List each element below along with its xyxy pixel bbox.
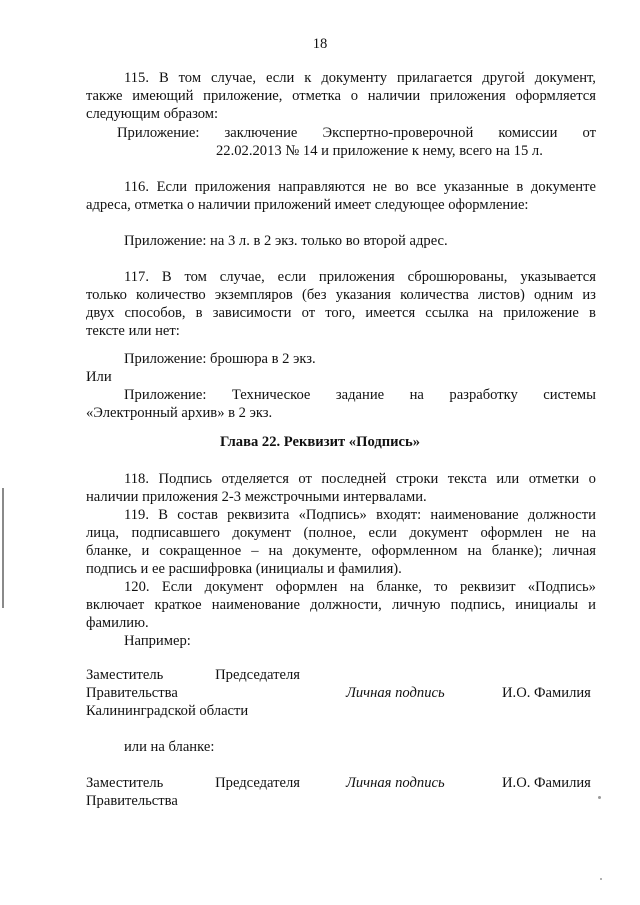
paragraph-120-line-2 <box>86 596 596 614</box>
word: экземпляров <box>214 287 293 303</box>
word: в <box>516 179 524 195</box>
word: или <box>496 471 520 487</box>
word: прилагается <box>396 70 473 86</box>
word: отметка <box>292 88 342 104</box>
word: документе, <box>292 543 362 559</box>
word: того, <box>325 305 356 321</box>
word: документ <box>204 579 264 595</box>
word: случае, <box>219 269 265 285</box>
word: только <box>86 287 127 303</box>
word: также <box>86 88 123 104</box>
word: заключение <box>224 125 298 141</box>
word: имеется <box>365 305 416 321</box>
word: другой <box>482 70 525 86</box>
word: если <box>368 525 397 541</box>
paragraph-119-line-3 <box>86 542 596 560</box>
paragraph-120-line-3: фамилию. <box>86 615 149 631</box>
word: подписавшего <box>131 525 220 541</box>
word: сброшюрованы, <box>407 269 508 285</box>
word: В <box>158 70 169 86</box>
word: краткое <box>154 597 202 613</box>
word: 117. <box>124 269 149 285</box>
word: способов, <box>124 305 186 321</box>
on-letterhead-label: или на бланке: <box>124 739 215 755</box>
word: том <box>178 70 202 86</box>
word: отметки <box>528 471 580 487</box>
word: документе <box>530 179 596 195</box>
word: документу <box>321 70 388 86</box>
word: на <box>409 387 424 403</box>
word: если <box>265 70 295 86</box>
page-number: 18 <box>312 36 328 52</box>
word: двух <box>86 305 115 321</box>
signature-2-personal-signature: Личная подпись <box>346 775 445 791</box>
word: указания <box>335 287 391 303</box>
word: документ, <box>534 70 596 86</box>
word: бланке, <box>86 543 132 559</box>
signature-1-position-line-3: Калининградской области <box>86 703 249 719</box>
word: указывается <box>520 269 596 285</box>
word: системы <box>543 387 596 403</box>
chapter-heading: Глава 22. Реквизит «Подпись» <box>219 434 421 450</box>
or-label: Или <box>86 369 112 385</box>
paragraph-119-line-1 <box>124 506 596 524</box>
word: на <box>349 579 365 595</box>
word: В <box>161 269 172 285</box>
word: наименование <box>430 507 519 523</box>
word: входят: <box>376 507 422 523</box>
word: количество <box>136 287 206 303</box>
attachment-example-117-1: Приложение: брошюра в 2 экз. <box>124 351 316 367</box>
paragraph-116-line-2: адреса, отметка о наличии приложений имеет следующее оформление: <box>86 197 529 213</box>
signature-1-name: И.О. Фамилия <box>502 685 591 701</box>
word: разработку <box>449 387 518 403</box>
word: от <box>582 125 596 141</box>
word: приложение, <box>203 88 283 104</box>
paragraph-117-line-1 <box>124 268 596 286</box>
word: оформлен <box>275 579 338 595</box>
paragraph-118-line-1 <box>124 470 596 488</box>
word: о <box>588 471 596 487</box>
word: на <box>478 305 494 321</box>
word: ссылка <box>425 305 469 321</box>
paragraph-115-line-3: следующим образом: <box>86 106 219 122</box>
word: наименование <box>211 597 300 613</box>
word: должности <box>527 507 596 523</box>
scan-speck <box>600 878 602 880</box>
word: Экспертно-проверочной <box>322 125 474 141</box>
word: задание <box>335 387 385 403</box>
word: Техническое <box>231 387 311 403</box>
word: случае, <box>211 70 256 86</box>
attachment-example-115-line-2: 22.02.2013 № 14 и приложение к нему, всего на 15 л. <box>216 143 543 159</box>
example-intro: Например: <box>124 633 191 649</box>
word: личная <box>552 543 596 559</box>
word: лица, <box>86 525 120 541</box>
signature-1-position-line-1 <box>86 666 300 684</box>
word: (полное, <box>303 525 356 541</box>
word: направляются <box>278 179 366 195</box>
word: 116. <box>124 179 149 195</box>
word: оформленном <box>371 543 458 559</box>
word: Если <box>156 179 188 195</box>
word: последней <box>321 471 387 487</box>
word: от <box>301 305 316 321</box>
word: приложения <box>429 88 506 104</box>
paragraph-117-line-4: тексте или нет: <box>86 323 180 339</box>
paragraph-119-line-2 <box>86 524 596 542</box>
attachment-example-116: Приложение: на 3 л. в 2 экз. только во второй адрес. <box>124 233 448 249</box>
signature-1-position-line-2: Правительства <box>86 685 178 701</box>
word: (без <box>302 287 327 303</box>
word: текста <box>447 471 487 487</box>
word: имеющий <box>132 88 194 104</box>
word: из <box>582 287 596 303</box>
word: оформлен <box>480 525 543 541</box>
word: включает <box>86 597 145 613</box>
word: личную <box>391 597 441 613</box>
word: наличии <box>367 88 421 104</box>
word: отделяется <box>221 471 289 487</box>
word: и <box>141 543 150 559</box>
scan-margin-mark <box>2 488 4 608</box>
paragraph-120-line-1 <box>124 578 596 596</box>
signature-2-position-line-2: Правительства <box>86 793 178 809</box>
word: листов) <box>478 287 525 303</box>
attachment-example-117-2-line-1 <box>124 386 596 404</box>
word: приложения <box>318 269 395 285</box>
word: Если <box>161 579 193 595</box>
word: о <box>350 88 359 104</box>
word: Заместитель <box>86 775 164 791</box>
attachment-example-115-line-1 <box>117 124 596 142</box>
word: Заместитель <box>86 667 164 683</box>
word: к <box>304 70 312 86</box>
word: инициалы <box>515 597 579 613</box>
signature-1-personal-signature: Личная подпись <box>346 685 445 701</box>
word: и <box>588 597 596 613</box>
signature-2-name: И.О. Фамилия <box>502 775 591 791</box>
word: от <box>298 471 312 487</box>
word: состав <box>177 507 218 523</box>
word: на <box>467 543 482 559</box>
word: «Подпись» <box>527 579 596 595</box>
word: в <box>195 305 203 321</box>
word: комиссии <box>498 125 558 141</box>
word: то <box>434 579 448 595</box>
scan-speck <box>598 796 601 799</box>
word: Председателя <box>215 667 300 683</box>
word: бланке); <box>491 543 543 559</box>
word: 120. <box>124 579 150 595</box>
word: том <box>184 269 207 285</box>
word: – <box>251 543 259 559</box>
word: на <box>581 525 596 541</box>
word: приложения <box>194 179 271 195</box>
word: на <box>268 543 283 559</box>
paragraph-119-line-4: подпись и ее расшифровка (инициалы и фамилия). <box>86 561 402 577</box>
word: документ <box>232 525 292 541</box>
word: не <box>554 525 570 541</box>
paragraph-116-line-1 <box>124 178 596 196</box>
word: документ <box>409 525 468 541</box>
word: 115. <box>124 70 149 86</box>
word: «Подпись» <box>298 507 367 523</box>
word: количества <box>400 287 469 303</box>
word: бланке, <box>376 579 422 595</box>
word: строки <box>395 471 439 487</box>
word: одним <box>534 287 574 303</box>
paragraph-115-line-1 <box>124 69 596 87</box>
word: подпись, <box>450 597 506 613</box>
word: В <box>158 507 169 523</box>
word: указанные <box>443 179 509 195</box>
word: Приложение: <box>117 125 200 141</box>
word: не <box>372 179 387 195</box>
paragraph-117-line-2 <box>86 286 596 304</box>
word: зависимости <box>212 305 292 321</box>
word: во <box>394 179 409 195</box>
word: Председателя <box>215 775 300 791</box>
word: Подпись <box>158 471 213 487</box>
attachment-example-117-2-line-2: «Электронный архив» в 2 экз. <box>86 405 273 421</box>
word: если <box>277 269 307 285</box>
word: реквизита <box>227 507 290 523</box>
signature-2-position-line-1 <box>86 774 300 792</box>
paragraph-117-line-3 <box>86 304 596 322</box>
word: должности, <box>310 597 382 613</box>
paragraph-118-line-2: наличии приложения 2-3 межстрочными интервалами. <box>86 489 427 505</box>
word: сокращенное <box>159 543 242 559</box>
word: Приложение: <box>124 387 207 403</box>
word: в <box>588 305 596 321</box>
word: приложение <box>503 305 579 321</box>
word: реквизит <box>459 579 516 595</box>
word: 118. <box>124 471 149 487</box>
paragraph-115-line-2 <box>86 87 596 105</box>
word: 119. <box>124 507 149 523</box>
word: оформляется <box>515 88 596 104</box>
word: все <box>416 179 437 195</box>
